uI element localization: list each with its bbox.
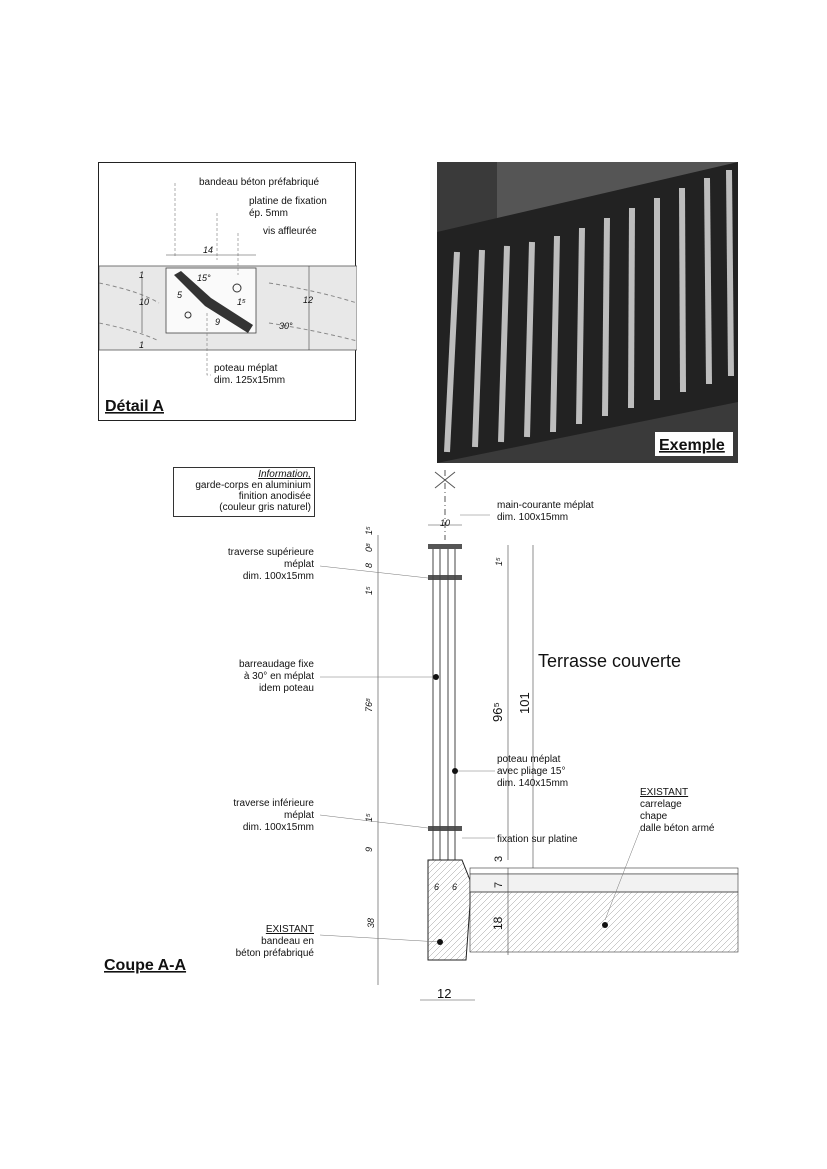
label-traverse-inf-dim: dim. 100x15mm: [242, 822, 314, 833]
detail-dim-15: 1⁵: [237, 297, 246, 307]
dim-12: 12: [437, 986, 452, 1001]
dim-101: 101: [517, 692, 532, 714]
detail-a-drawing: [99, 163, 357, 422]
handrail: [428, 544, 462, 549]
label-main-courante-dim: dim. 100x15mm: [497, 512, 569, 523]
label-traverse-sup-dim: dim. 100x15mm: [242, 571, 314, 582]
detail-dim-10: 10: [139, 297, 150, 307]
info-heading: Information,: [258, 469, 311, 480]
leader-dot: [602, 922, 608, 928]
example-photo: [437, 162, 738, 463]
label-poteau-dim: dim. 140x15mm: [497, 778, 569, 789]
dim-10: 10: [440, 518, 451, 528]
detail-dim-12: 12: [303, 295, 314, 305]
dim-8: 8: [364, 562, 374, 568]
label-bandeau: bandeau en: [261, 936, 314, 947]
tiling-layer: [470, 868, 738, 874]
dim-15d: 1⁵: [494, 557, 504, 566]
dim-6a: 6: [434, 882, 440, 892]
label-existant-slab: EXISTANT: [640, 787, 689, 798]
detail-dim-30deg: 30°: [279, 321, 293, 331]
detail-dim-14: 14: [203, 245, 214, 255]
detail-dim-9: 9: [215, 317, 221, 327]
info-line-1: garde-corps en aluminium: [195, 480, 311, 491]
section-a-a-drawing: [0, 460, 827, 1020]
detail-dim-1a: 1: [139, 270, 145, 280]
label-main-courante: main-courante méplat: [497, 500, 594, 511]
label-traverse-sup: traverse supérieure: [227, 547, 314, 558]
screed-layer: [470, 874, 738, 892]
label-traverse-inf-meplat: méplat: [283, 810, 314, 821]
dim-15b: 1⁵: [364, 586, 374, 595]
example-photo-drawing: [437, 162, 738, 463]
dim-6b: 6: [452, 882, 458, 892]
label-carrelage: carrelage: [640, 799, 682, 810]
detail-title: Détail A: [105, 398, 164, 415]
label-barreaudage-idem: idem poteau: [258, 683, 314, 694]
dim-38: 38: [366, 917, 376, 928]
section-title: Coupe A-A: [104, 957, 187, 974]
info-line-3: (couleur gris naturel): [219, 502, 311, 513]
detail-label-poteau: poteau méplat: [214, 363, 278, 374]
label-chape: chape: [640, 811, 668, 822]
leader-dot: [437, 939, 443, 945]
precast-band: [428, 860, 470, 960]
dim-08: 0⁸: [364, 543, 374, 552]
label-existant-band: EXISTANT: [265, 924, 314, 935]
detail-dim-1b: 1: [139, 340, 145, 350]
dim-15a: 1⁵: [364, 526, 374, 535]
room-label: Terrasse couverte: [538, 651, 682, 671]
dim-965: 96⁵: [490, 702, 505, 722]
detail-a-panel: [98, 162, 356, 421]
dim-9: 9: [364, 846, 374, 852]
detail-label-platine-ep: ép. 5mm: [249, 208, 288, 219]
label-dalle: dalle béton armé: [640, 823, 715, 834]
detail-label-platine: platine de fixation: [249, 196, 327, 207]
dim-15c: 1⁵: [364, 813, 374, 822]
leader-dot: [433, 674, 439, 680]
photo-caption: Exemple: [659, 437, 725, 454]
dim-768: 76⁸: [364, 698, 374, 712]
detail-dim-15deg: 15°: [197, 273, 211, 283]
info-line-2: finition anodisée: [238, 491, 311, 502]
dim-3: 3: [493, 855, 505, 862]
label-traverse-inf: traverse inférieure: [233, 798, 314, 809]
label-traverse-sup-meplat: méplat: [283, 559, 314, 570]
detail-label-poteau-dim: dim. 125x15mm: [214, 375, 286, 386]
label-barreaudage-angle: à 30° en méplat: [243, 671, 314, 682]
detail-label-bandeau: bandeau béton préfabriqué: [199, 177, 320, 188]
label-bandeau-beton: béton préfabriqué: [235, 948, 314, 959]
concrete-slab: [470, 892, 738, 952]
detail-dim-5: 5: [177, 290, 183, 300]
dim-18: 18: [491, 916, 505, 930]
dim-7: 7: [493, 881, 505, 888]
label-fixation: fixation sur platine: [497, 834, 578, 845]
label-barreaudage: barreaudage fixe: [238, 659, 314, 670]
label-poteau-pliage: avec pliage 15°: [497, 766, 566, 777]
label-poteau: poteau méplat: [497, 754, 561, 765]
detail-label-vis: vis affleurée: [263, 226, 317, 237]
leader-dot: [452, 768, 458, 774]
